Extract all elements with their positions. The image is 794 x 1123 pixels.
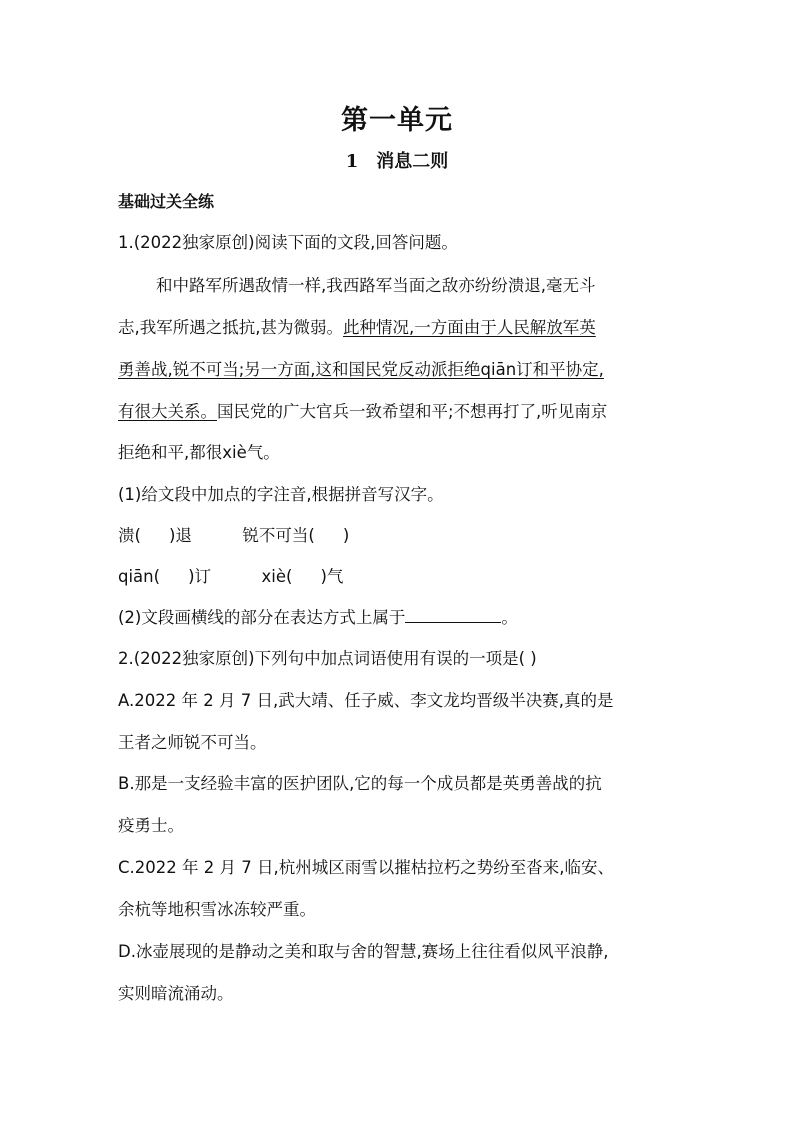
passage-line-1: 和中路军所遇敌情一样,我西路军当面之敌亦纷纷溃退,毫无斗 bbox=[156, 276, 596, 295]
option-b-line-2: 疫勇士。 bbox=[118, 816, 184, 835]
lesson-name: 消息二则 bbox=[376, 151, 449, 172]
option-c-line-2: 余杭等地积雪冰冻较严重。 bbox=[118, 900, 316, 919]
passage-line-3-underlined: 勇善战,锐不可当;另一方面,这和国民党反动派拒绝qiān订和平协定, bbox=[118, 360, 604, 379]
fill-item-rui[interactable]: 锐不可当( ) bbox=[242, 526, 350, 545]
option-a-line-2: 王者之师锐不可当。 bbox=[118, 733, 267, 752]
passage-line-4-plain: 国民党的广大官兵一致希望和平;不想再打了,听见南京 bbox=[217, 402, 608, 421]
unit-title: 第一单元 bbox=[341, 105, 453, 136]
passage-line-5: 拒绝和平,都很xiè气。 bbox=[118, 443, 280, 462]
fill-row-2 bbox=[118, 565, 343, 589]
passage-line-2 bbox=[118, 316, 596, 340]
fill-item-xie[interactable]: xiè( )气 bbox=[261, 567, 344, 586]
passage-line-2-underlined: 此种情况,一方面由于人民解放军英 bbox=[343, 318, 596, 337]
passage-line-4-underlined: 有很大关系。 bbox=[118, 402, 217, 421]
option-c-line-1[interactable]: C.2022 年 2 月 7 日,杭州城区雨雪以摧枯拉朽之势纷至沓来,临安、 bbox=[118, 858, 614, 877]
fill-row-1 bbox=[118, 524, 349, 548]
lesson-number: 1 bbox=[345, 151, 359, 172]
fill-item-kui[interactable]: 溃( )退 bbox=[118, 526, 192, 545]
passage-line-3 bbox=[118, 358, 604, 382]
question-1-sub-2: (2)文段画横线的部分在表达方式上属于 。 bbox=[118, 608, 518, 627]
answer-blank[interactable] bbox=[405, 606, 501, 623]
fill-item-qian[interactable]: qiān( )订 bbox=[118, 567, 212, 586]
option-d-line-2: 实则暗流涌动。 bbox=[118, 984, 234, 1003]
option-b-line-1[interactable]: B.那是一支经验丰富的医护团队,它的每一个成员都是英勇善战的抗 bbox=[118, 774, 602, 793]
passage-line-4 bbox=[118, 400, 607, 424]
option-a-line-1[interactable]: A.2022 年 2 月 7 日,武大靖、任子威、李文龙均晋级半决赛,真的是 bbox=[118, 691, 614, 710]
option-d-line-1[interactable]: D.冰壶展现的是静动之美和取与舍的智慧,赛场上往往看似风平浪静, bbox=[118, 942, 609, 961]
question-2-stem: 2.(2022独家原创)下列句中加点词语使用有误的一项是( ) bbox=[118, 649, 537, 668]
section-heading: 基础过关全练 bbox=[118, 192, 215, 211]
question-1-sub-1: (1)给文段中加点的字注音,根据拼音写汉字。 bbox=[118, 485, 444, 504]
lesson-title bbox=[0, 147, 794, 173]
question-1-stem: 1.(2022独家原创)阅读下面的文段,回答问题。 bbox=[118, 233, 458, 252]
passage-line-2-plain: 志,我军所遇之抵抗,甚为微弱。 bbox=[118, 318, 343, 337]
